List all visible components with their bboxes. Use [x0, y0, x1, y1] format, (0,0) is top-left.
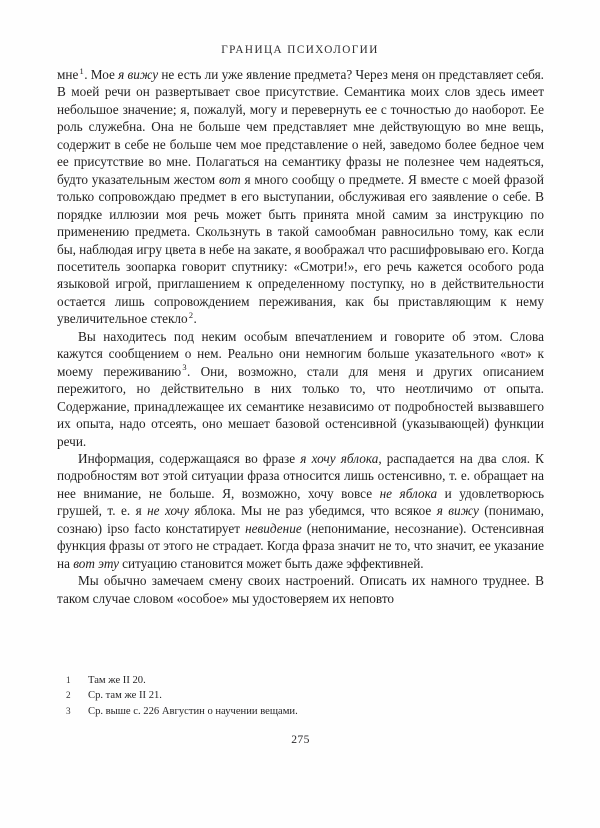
page-number: 275: [291, 733, 310, 746]
footnote-text: Там же II 20.: [88, 675, 146, 686]
paragraph: [57, 66, 544, 328]
footnote-number: 3: [66, 705, 71, 716]
emphasis-text: вот: [218, 171, 241, 187]
text-run: ситуацию становится может быть даже эффективней.: [118, 555, 424, 571]
footnote-item: [66, 688, 536, 703]
emphasis-text: не хочу: [147, 503, 190, 519]
emphasis-text: я вижу: [436, 503, 479, 519]
emphasis-text: невидение: [245, 520, 302, 536]
emphasis-text: вот эту: [73, 555, 119, 571]
text-run: . Мое: [84, 67, 119, 82]
text-run: Вы находитесь под неким особым впечатлением и говорите об этом. Слова кажутся сообщением о нем. Реально они немногим больше указательного «вот» к моему переживанию: [57, 328, 544, 379]
text-run: Информация, содержащаяся во фразе: [78, 450, 301, 466]
text-run: я много сообщу о предмете. Я вместе с моей фразой только сопровождаю предмет в его выступании, обслуживая его заявление о себе. В порядке иллюзии моя речь может быть принята мной самим за инструкцию по применению предмета. Скользнуть в такой самообман равносильно тому, как если бы, наблюдая игру цвета в небе на закате, я воображал что расшифровываю его. Когда посетитель зоопарка говорит спутнику: «Смотри!», его речь кажется особого рода языковой игрой, приглашением к определенному поступку, но в действительности остается лишь сопровождением переживания, как бы приставляющим к нему увеличительное стекло: [57, 171, 544, 327]
paragraph: [57, 328, 544, 450]
body-text-block: [57, 66, 544, 607]
footnote-number: 1: [66, 675, 71, 685]
text-run: и удовлетворюсь грушей, т. е. я: [57, 485, 545, 519]
text-run: не есть ли уже явление предмета? Через меня он представляет себя. В моей речи он развертывает свое присутствие. Семантика моих слов здесь имеет небольшое значение; я, пожалуй, могу и перевернуть ее с точностью до наоборот. Ее роль служебна. Она не больше чем представляет мне действующую во мне вещь, содержит в себе не больше чем мое представление о ней, заведомо более бедное чем ее присутствие во мне. Полагаться на семантику фразы не полезнее чем надеяться, будто указательным жестом: [57, 67, 544, 187]
footnote-item: [66, 673, 536, 688]
text-run: мне: [57, 67, 79, 82]
emphasis-text: я хочу яблока: [300, 450, 379, 466]
text-run: яблока. Мы не раз убедимся, что всякое: [189, 503, 437, 519]
footnotes-block: [66, 673, 536, 719]
paragraph: [57, 450, 544, 572]
text-run: Мы обычно замечаем смену своих настроений. Описать их намного труднее. В таком случае словом «особое» мы удостоверяем их неповто: [57, 573, 544, 606]
footnote-number: 2: [66, 690, 71, 701]
paragraph: [57, 572, 544, 607]
text-run: (непонимание, несознание). Остенсивная функция фразы от этого не страдает. Когда фраза значит не то, что значит, ее указание на: [57, 520, 545, 571]
emphasis-text: я вижу: [118, 67, 159, 82]
footnote-reference[interactable]: 3: [182, 363, 187, 373]
text-run: . Они, возможно, стали для меня и других описанием пережитого, но действительно в них только то, что неотличимо от опыта. Содержание, принадлежащее их семантике независимо от подробностей вызвавшего их опыта, надо отсеять, оно мешает базовой остенсивной (указывающей) функции речи.: [57, 363, 544, 449]
footnote-reference[interactable]: 1: [79, 66, 84, 76]
footnote-item: [66, 704, 536, 719]
text-run: (понимаю, сознаю) ipso facto констатирует: [57, 503, 544, 536]
text-run: .: [193, 311, 197, 327]
running-head: ГРАНИЦА ПСИХОЛОГИИ: [221, 44, 379, 56]
emphasis-text: не яблока: [379, 485, 438, 501]
footnote-reference[interactable]: 2: [188, 310, 194, 320]
footnote-text: Ср. там же II 21.: [88, 690, 162, 702]
footnote-text: Ср. выше с. 226 Августин о научении вещами.: [88, 705, 298, 717]
text-run: , распадается на два слоя. К подробностям вот этой ситуации фраза относится лишь остенсивно, т. е. обращает на нее внимание, не больше. Я, возможно, хочу вовсе: [57, 450, 545, 501]
